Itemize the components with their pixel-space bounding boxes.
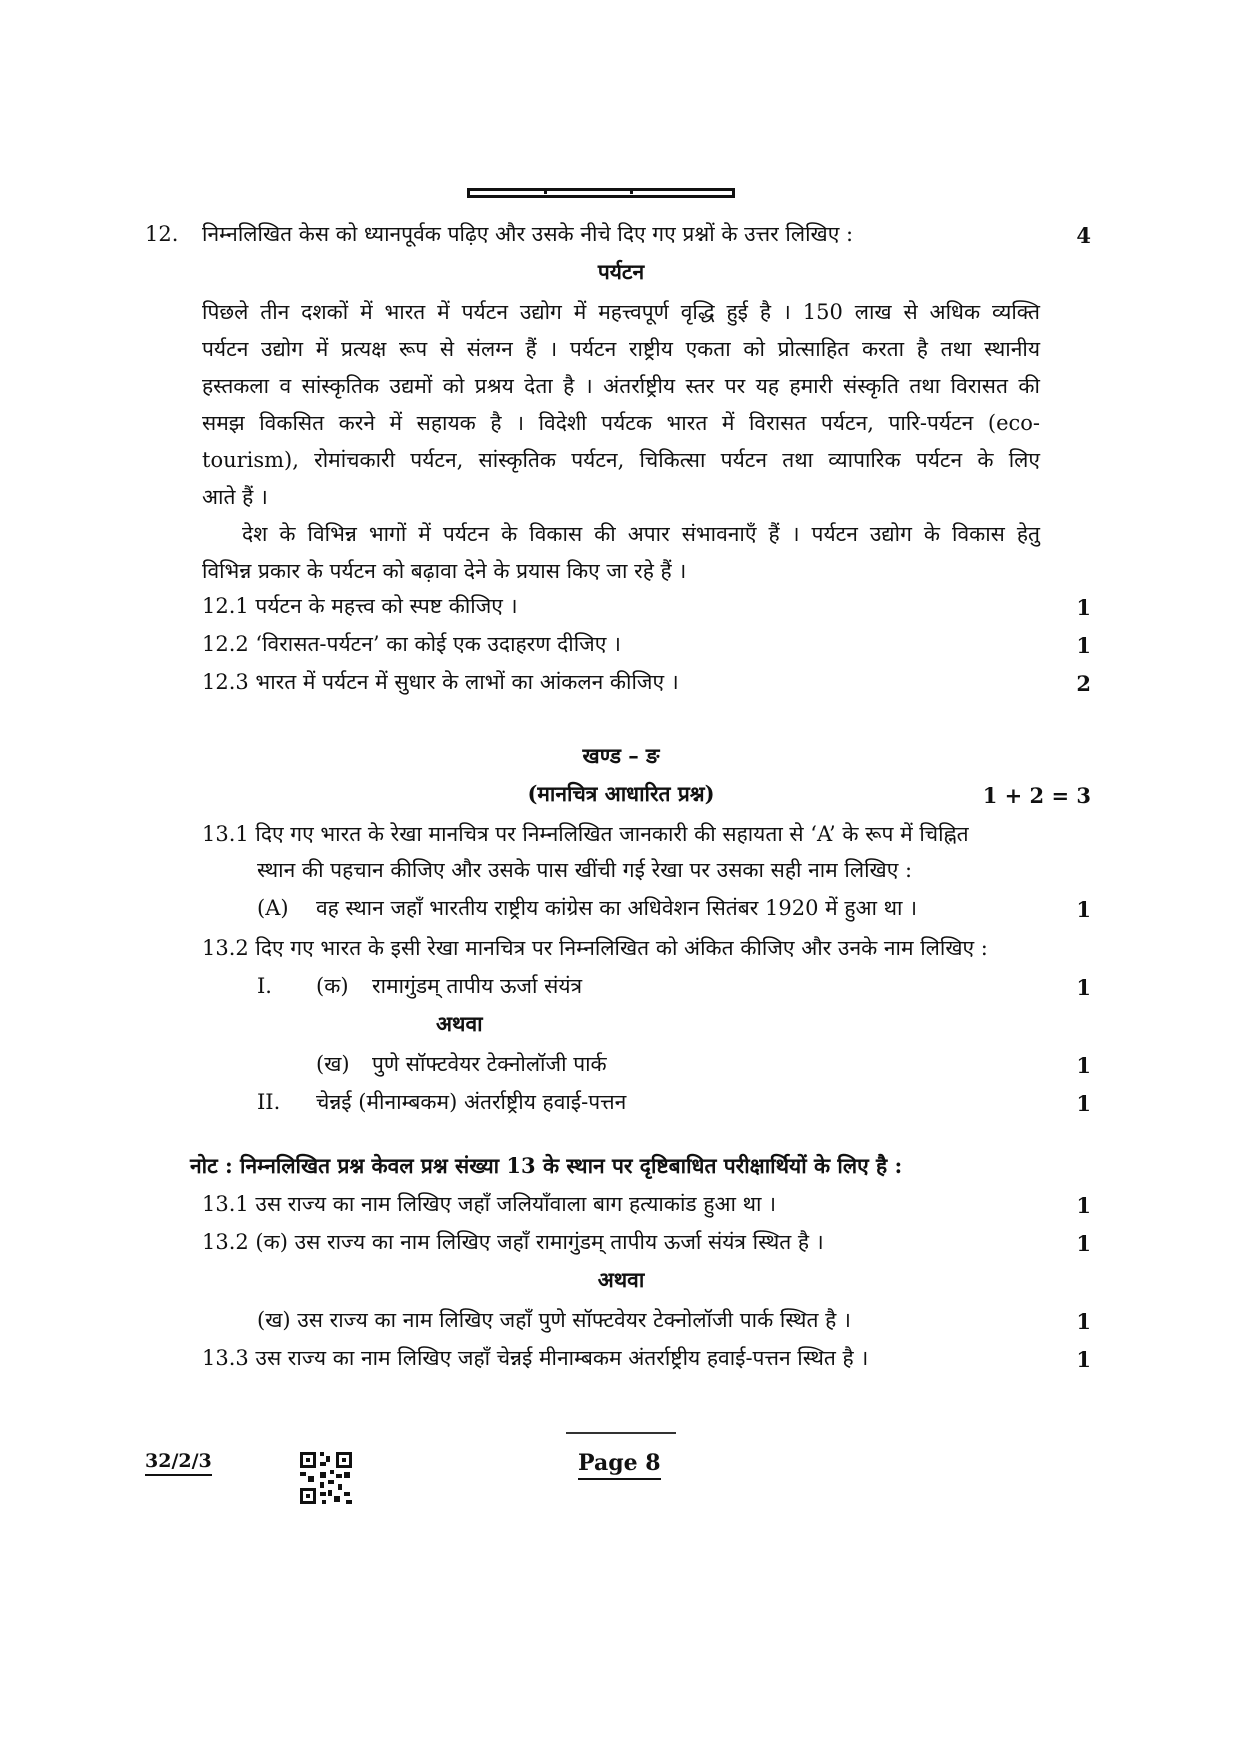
option-marks: 1 bbox=[1076, 1053, 1091, 1078]
footer-rule bbox=[566, 1432, 676, 1434]
or-separator: अथवा bbox=[597, 1267, 645, 1292]
sub-question-marks: 1 bbox=[1076, 595, 1091, 620]
option-marks: 1 bbox=[1076, 975, 1091, 1000]
case-heading: पर्यटन bbox=[597, 259, 645, 284]
para-line: विभिन्न प्रकार के पर्यटन को बढ़ावा देने के प्रयास किए जा रहे हैं । bbox=[202, 559, 687, 583]
note-marks: 1 bbox=[1076, 1309, 1091, 1334]
sub-question-marks: 2 bbox=[1076, 671, 1091, 696]
option-marks: 1 bbox=[1076, 897, 1091, 922]
option-label: (ख) bbox=[316, 1052, 350, 1076]
option-text: वह स्थान जहाँ भारतीय राष्ट्रीय कांग्रेस का अधिवेशन सितंबर 1920 में हुआ था । bbox=[316, 896, 918, 920]
para-line: समझ विकसित करने में सहायक है । विदेशी पर्यटक भारत में विरासत पर्यटन, पारि-पर्यटन (eco- bbox=[202, 411, 1040, 435]
section-subtitle: (मानचित्र आधारित प्रश्न) bbox=[527, 781, 715, 806]
or-separator: अथवा bbox=[436, 1011, 483, 1036]
header-decoration-bar bbox=[467, 188, 735, 198]
para-line: tourism), रोमांचकारी पर्यटन, सांस्कृतिक पर्यटन, चिकित्सा पर्यटन तथा व्यापारिक पर्यटन के लिए bbox=[202, 448, 1040, 472]
case-paragraph-1 bbox=[202, 294, 1040, 516]
option-text: रामागुंडम् तापीय ऊर्जा संयंत्र bbox=[372, 974, 583, 998]
option-label: (A) bbox=[257, 896, 289, 920]
note-marks: 1 bbox=[1076, 1347, 1091, 1372]
question-number: 12. bbox=[145, 222, 179, 246]
para-line: हस्तकला व सांस्कृतिक उद्यमों को प्रश्रय देता है । अंतर्राष्ट्रीय स्तर पर यह हमारी संस्कृति तथा विरासत की bbox=[202, 374, 1040, 398]
note-question-13-1: 13.1 उस राज्य का नाम लिखिए जहाँ जलियाँवाला बाग हत्याकांड हुआ था । bbox=[202, 1192, 777, 1216]
question-13-2: 13.2 दिए गए भारत के इसी रेखा मानचित्र पर निम्नलिखित को अंकित कीजिए और उनके नाम लिखिए : bbox=[202, 936, 988, 960]
page-number: Page 8 bbox=[578, 1450, 661, 1480]
note-marks: 1 bbox=[1076, 1231, 1091, 1256]
case-paragraph-2 bbox=[202, 516, 1040, 590]
item-label: I. bbox=[257, 974, 272, 998]
sub-question-12-3: 12.3 भारत में पर्यटन में सुधार के लाभों का आंकलन कीजिए । bbox=[202, 670, 679, 694]
question-instruction: निम्नलिखित केस को ध्यानपूर्वक पढ़िए और उसके नीचे दिए गए प्रश्नों के उत्तर लिखिए : bbox=[202, 222, 854, 246]
note-marks: 1 bbox=[1076, 1193, 1091, 1218]
para-line: आते हैं । bbox=[202, 485, 268, 509]
sub-question-marks: 1 bbox=[1076, 633, 1091, 658]
question-13-1-line-2: स्थान की पहचान कीजिए और उसके पास खींची गई रेखा पर उसका सही नाम लिखिए : bbox=[257, 858, 913, 882]
note-question-13-3: 13.3 उस राज्य का नाम लिखिए जहाँ चेन्नई मीनाम्बकम अंतर्राष्ट्रीय हवाई-पत्तन स्थित है । bbox=[202, 1346, 869, 1370]
question-marks: 4 bbox=[1076, 223, 1091, 248]
note-question-13-2-alt: (ख) उस राज्य का नाम लिखिए जहाँ पुणे सॉफ्टवेयर टेक्नोलॉजी पार्क स्थित है । bbox=[257, 1308, 851, 1332]
question-13-1-line-1: 13.1 दिए गए भारत के रेखा मानचित्र पर निम्नलिखित जानकारी की सहायता से ‘A’ के रूप में चिह्नित bbox=[202, 822, 969, 846]
sub-question-12-1: 12.1 पर्यटन के महत्त्व को स्पष्ट कीजिए । bbox=[202, 594, 518, 618]
section-title: खण्ड – ङ bbox=[582, 743, 660, 768]
note-heading: नोट : निम्नलिखित प्रश्न केवल प्रश्न संख्या 13 के स्थान पर दृष्टिबाधित परीक्षार्थियों के लिए है : bbox=[190, 1153, 903, 1178]
option-text: चेन्नई (मीनाम्बकम) अंतर्राष्ट्रीय हवाई-पत्तन bbox=[316, 1090, 627, 1114]
paper-code: 32/2/3 bbox=[145, 1450, 212, 1476]
para-line: देश के विभिन्न भागों में पर्यटन के विकास की अपार संभावनाएँ हैं । पर्यटन उद्योग के विकास हेतु bbox=[242, 522, 1040, 546]
option-label: (क) bbox=[316, 974, 349, 998]
note-question-13-2: 13.2 (क) उस राज्य का नाम लिखिए जहाँ रामागुंडम् तापीय ऊर्जा संयंत्र स्थित है । bbox=[202, 1230, 824, 1254]
section-marks: 1 + 2 = 3 bbox=[982, 783, 1091, 808]
para-line: पर्यटन उद्योग में प्रत्यक्ष रूप से संलग्न हैं । पर्यटन राष्ट्रीय एकता को प्रोत्साहित करता है तथा स्थानीय bbox=[202, 337, 1040, 361]
sub-question-12-2: 12.2 ‘विरासत-पर्यटन’ का कोई एक उदाहरण दीजिए । bbox=[202, 632, 621, 656]
option-text: पुणे सॉफ्टवेयर टेक्नोलॉजी पार्क bbox=[372, 1052, 607, 1076]
qr-code-icon bbox=[298, 1450, 354, 1506]
para-line: पिछले तीन दशकों में भारत में पर्यटन उद्योग में महत्त्वपूर्ण वृद्धि हुई है । 150 लाख से अधिक व्यक्ति bbox=[202, 300, 1040, 324]
item-label: II. bbox=[257, 1090, 281, 1114]
bar-tick bbox=[544, 188, 547, 194]
option-marks: 1 bbox=[1076, 1091, 1091, 1116]
bar-tick bbox=[630, 188, 633, 194]
